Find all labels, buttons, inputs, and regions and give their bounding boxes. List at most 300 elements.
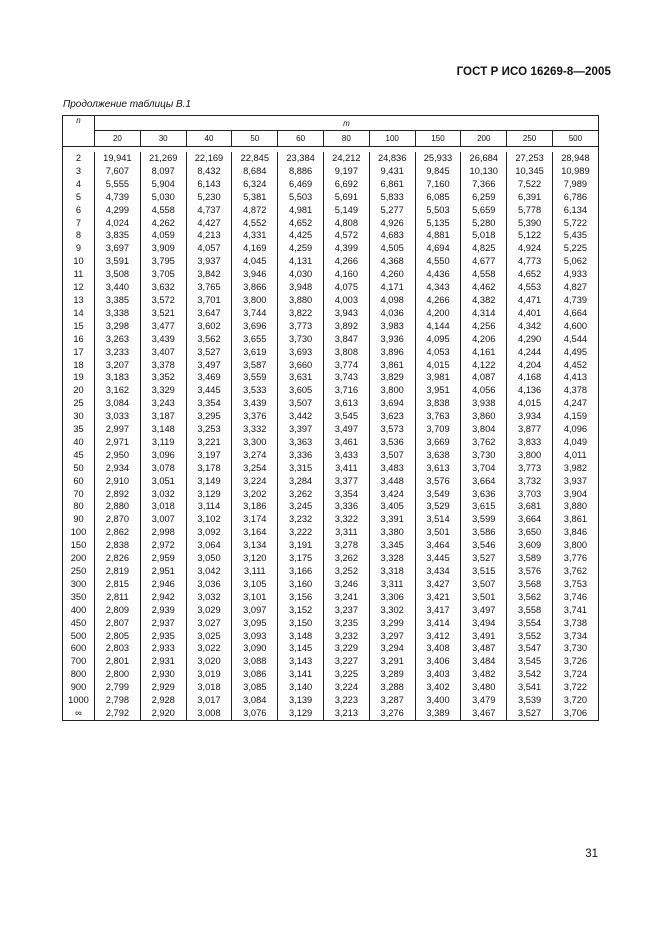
table-cell: 3,479 <box>461 694 507 707</box>
table-cell: 3,298 <box>95 320 141 333</box>
table-cell: 3,322 <box>323 513 369 526</box>
table-cell: 3,143 <box>278 655 324 668</box>
table-cell: 3,377 <box>323 475 369 488</box>
table-cell: 3,414 <box>415 617 461 630</box>
table-cell: 3,174 <box>232 513 278 526</box>
table-cell: 2,928 <box>140 694 186 707</box>
table-cell: 3,119 <box>140 436 186 449</box>
table-cell: 4,095 <box>415 333 461 346</box>
table-cell: 3,300 <box>232 436 278 449</box>
table-cell: 3,027 <box>186 617 232 630</box>
table-cell: 3,697 <box>95 242 141 255</box>
table-cell: 3,545 <box>323 410 369 423</box>
table-cell: 3,354 <box>323 488 369 501</box>
table-cell: 3,647 <box>186 307 232 320</box>
table-cell: 4,098 <box>369 294 415 307</box>
table-cell: 6,692 <box>323 178 369 191</box>
table-cell: 3,093 <box>232 630 278 643</box>
table-cell: 3,018 <box>186 681 232 694</box>
table-cell: 3,909 <box>140 242 186 255</box>
table-cell: 7,160 <box>415 178 461 191</box>
table-cell: 3,391 <box>369 513 415 526</box>
table-cell: 24,212 <box>323 152 369 165</box>
row-n-value: 17 <box>63 346 95 359</box>
row-n-value: 9 <box>63 242 95 255</box>
m-column-header: 30 <box>140 131 186 147</box>
table-cell: 3,833 <box>507 436 553 449</box>
table-cell: 3,722 <box>552 681 598 694</box>
table-cell: 3,605 <box>278 384 324 397</box>
table-cell: 4,495 <box>552 346 598 359</box>
table-cell: 3,090 <box>232 642 278 655</box>
table-cell: 3,020 <box>186 655 232 668</box>
table-cell: 5,277 <box>369 204 415 217</box>
table-cell: 3,299 <box>369 617 415 630</box>
m-column-header: 20 <box>95 131 141 147</box>
table-cell: 3,576 <box>415 475 461 488</box>
table-cell: 3,036 <box>186 578 232 591</box>
table-cell: 3,150 <box>278 617 324 630</box>
table-cell: 3,183 <box>95 371 141 384</box>
table-cell: 3,773 <box>278 320 324 333</box>
table-cell: 3,983 <box>369 320 415 333</box>
table-cell: 3,129 <box>186 488 232 501</box>
table-cell: 4,266 <box>415 294 461 307</box>
table-cell: 4,436 <box>415 268 461 281</box>
table-cell: 3,380 <box>369 526 415 539</box>
table-cell: 3,262 <box>278 488 324 501</box>
table-cell: 3,408 <box>415 642 461 655</box>
table-cell: 3,681 <box>507 500 553 513</box>
table-cell: 3,222 <box>278 526 324 539</box>
table-cell: 4,059 <box>140 229 186 242</box>
table-cell: 3,507 <box>461 578 507 591</box>
table-cell: 5,225 <box>552 242 598 255</box>
table-cell: 3,252 <box>323 565 369 578</box>
table-cell: 3,842 <box>186 268 232 281</box>
table-cell: 3,762 <box>552 565 598 578</box>
table-cell: 3,623 <box>369 410 415 423</box>
table-cell: 3,542 <box>507 668 553 681</box>
table-cell: 3,650 <box>507 526 553 539</box>
m-column-header: 40 <box>186 131 232 147</box>
table-cell: 3,160 <box>278 578 324 591</box>
table-cell: 5,435 <box>552 229 598 242</box>
table-cell: 4,036 <box>369 307 415 320</box>
table-cell: 2,997 <box>95 423 141 436</box>
table-cell: 3,278 <box>323 539 369 552</box>
table-cell: 6,861 <box>369 178 415 191</box>
table-cell: 3,558 <box>507 604 553 617</box>
table-cell: 3,527 <box>461 552 507 565</box>
table-cell: 3,861 <box>552 513 598 526</box>
table-cell: 6,143 <box>186 178 232 191</box>
table-row <box>63 630 599 643</box>
m-values-header-row <box>63 131 599 147</box>
table-cell: 2,870 <box>95 513 141 526</box>
table-cell: 2,935 <box>140 630 186 643</box>
table-row <box>63 565 599 578</box>
table-cell: 3,232 <box>278 513 324 526</box>
table-cell: 3,114 <box>186 500 232 513</box>
table-cell: 3,946 <box>232 268 278 281</box>
row-n-value: 150 <box>63 539 95 552</box>
table-cell: 3,017 <box>186 694 232 707</box>
table-cell: 4,045 <box>232 255 278 268</box>
table-cell: 3,705 <box>140 268 186 281</box>
table-cell: 23,384 <box>278 152 324 165</box>
table-cell: 3,033 <box>95 410 141 423</box>
table-cell: 3,246 <box>323 578 369 591</box>
table-cell: 4,266 <box>323 255 369 268</box>
table-cell: 2,815 <box>95 578 141 591</box>
table-cell: 3,376 <box>232 410 278 423</box>
table-cell: 3,284 <box>278 475 324 488</box>
table-cell: 3,709 <box>415 423 461 436</box>
table-cell: 3,032 <box>186 591 232 604</box>
table-cell: 3,861 <box>369 359 415 372</box>
table-cell: 24,836 <box>369 152 415 165</box>
table-cell: 4,827 <box>552 281 598 294</box>
row-n-value: 3 <box>63 165 95 178</box>
n-column-header: n <box>63 116 95 147</box>
table-cell: 3,336 <box>278 449 324 462</box>
table-row <box>63 152 599 165</box>
table-cell: 4,260 <box>369 268 415 281</box>
row-n-value: 300 <box>63 578 95 591</box>
table-cell: 27,253 <box>507 152 553 165</box>
table-cell: 2,801 <box>95 655 141 668</box>
row-n-value: 6 <box>63 204 95 217</box>
table-cell: 3,477 <box>140 320 186 333</box>
table-cell: 3,774 <box>323 359 369 372</box>
table-row <box>63 604 599 617</box>
table-cell: 4,471 <box>507 294 553 307</box>
table-cell: 3,716 <box>323 384 369 397</box>
table-cell: 3,773 <box>507 462 553 475</box>
table-cell: 4,213 <box>186 229 232 242</box>
row-n-value: 11 <box>63 268 95 281</box>
table-cell: 5,018 <box>461 229 507 242</box>
table-cell: 3,417 <box>415 604 461 617</box>
table-cell: 3,487 <box>461 642 507 655</box>
table-cell: 3,497 <box>186 359 232 372</box>
table-cell: 2,942 <box>140 591 186 604</box>
table-cell: 4,169 <box>232 242 278 255</box>
table-row <box>63 668 599 681</box>
table-cell: 4,739 <box>552 294 598 307</box>
table-cell: 2,826 <box>95 552 141 565</box>
table-cell: 5,230 <box>186 191 232 204</box>
table-cell: 4,096 <box>552 423 598 436</box>
m-column-header: 60 <box>278 131 324 147</box>
table-cell: 3,586 <box>461 526 507 539</box>
table-cell: 5,555 <box>95 178 141 191</box>
table-cell: 3,221 <box>186 436 232 449</box>
table-row <box>63 552 599 565</box>
table-cell: 3,197 <box>186 449 232 462</box>
table-cell: 3,576 <box>507 565 553 578</box>
table-cell: 2,892 <box>95 488 141 501</box>
table-row <box>63 268 599 281</box>
table-cell: 5,030 <box>140 191 186 204</box>
table-cell: 3,795 <box>140 255 186 268</box>
table-cell: 3,129 <box>278 707 324 720</box>
row-n-value: 200 <box>63 552 95 565</box>
table-cell: 3,097 <box>232 604 278 617</box>
table-cell: 3,186 <box>232 500 278 513</box>
table-cell: 4,314 <box>461 307 507 320</box>
table-cell: 3,101 <box>232 591 278 604</box>
table-cell: 3,554 <box>507 617 553 630</box>
table-cell: 3,541 <box>507 681 553 694</box>
table-cell: 3,102 <box>186 513 232 526</box>
table-cell: 5,062 <box>552 255 598 268</box>
table-cell: 3,352 <box>140 371 186 384</box>
table-cell: 3,178 <box>186 462 232 475</box>
table-cell: 5,381 <box>232 191 278 204</box>
table-cell: 4,600 <box>552 320 598 333</box>
table-cell: 25,933 <box>415 152 461 165</box>
table-cell: 26,684 <box>461 152 507 165</box>
table-cell: 8,432 <box>186 165 232 178</box>
table-cell: 3,241 <box>323 591 369 604</box>
table-cell: 3,076 <box>232 707 278 720</box>
table-cell: 3,232 <box>323 630 369 643</box>
m-column-group-header: m <box>95 116 599 131</box>
m-column-header: 250 <box>507 131 553 147</box>
table-cell: 3,549 <box>415 488 461 501</box>
table-cell: 3,494 <box>461 617 507 630</box>
table-cell: 4,247 <box>552 397 598 410</box>
table-cell: 3,467 <box>461 707 507 720</box>
table-cell: 7,522 <box>507 178 553 191</box>
table-cell: 3,800 <box>507 449 553 462</box>
table-cell: 3,156 <box>278 591 324 604</box>
table-cell: 3,019 <box>186 668 232 681</box>
table-row <box>63 384 599 397</box>
row-n-value: 45 <box>63 449 95 462</box>
table-cell: 3,152 <box>278 604 324 617</box>
table-cell: 5,122 <box>507 229 553 242</box>
table-cell: 3,224 <box>323 681 369 694</box>
table-cell: 2,929 <box>140 681 186 694</box>
table-cell: 3,440 <box>95 281 141 294</box>
table-cell: 3,295 <box>186 410 232 423</box>
table-cell: 3,007 <box>140 513 186 526</box>
table-cell: 4,677 <box>461 255 507 268</box>
table-cell: 3,227 <box>323 655 369 668</box>
row-n-value: 250 <box>63 565 95 578</box>
table-cell: 3,546 <box>461 539 507 552</box>
table-cell: 3,706 <box>552 707 598 720</box>
table-cell: 4,171 <box>369 281 415 294</box>
table-cell: 3,029 <box>186 604 232 617</box>
table-cell: 3,433 <box>323 449 369 462</box>
table-cell: 7,989 <box>552 178 598 191</box>
row-n-value: 15 <box>63 320 95 333</box>
table-cell: 3,669 <box>415 436 461 449</box>
table-cell: 3,981 <box>415 371 461 384</box>
table-cell: 2,800 <box>95 668 141 681</box>
row-n-value: 600 <box>63 642 95 655</box>
table-cell: 3,105 <box>232 578 278 591</box>
page-number: 31 <box>585 848 598 860</box>
table-cell: 4,075 <box>323 281 369 294</box>
table-cell: 3,439 <box>232 397 278 410</box>
table-cell: 3,008 <box>186 707 232 720</box>
table-cell: 3,245 <box>278 500 324 513</box>
table-cell: 3,664 <box>507 513 553 526</box>
table-row <box>63 539 599 552</box>
table-cell: 6,259 <box>461 191 507 204</box>
row-n-value: 4 <box>63 178 95 191</box>
table-cell: 2,798 <box>95 694 141 707</box>
table-cell: 3,934 <box>507 410 553 423</box>
table-cell: 3,507 <box>278 397 324 410</box>
table-row <box>63 191 599 204</box>
table-cell: 3,631 <box>278 371 324 384</box>
table-cell: 5,833 <box>369 191 415 204</box>
table-cell: 3,306 <box>369 591 415 604</box>
table-row <box>63 488 599 501</box>
table-cell: 10,130 <box>461 165 507 178</box>
table-cell: 4,401 <box>507 307 553 320</box>
table-row <box>63 642 599 655</box>
table-cell: 9,845 <box>415 165 461 178</box>
table-cell: 3,800 <box>552 539 598 552</box>
row-n-value: 18 <box>63 359 95 372</box>
table-cell: 3,311 <box>369 578 415 591</box>
table-cell: 4,144 <box>415 320 461 333</box>
table-cell: 3,734 <box>552 630 598 643</box>
table-cell: 4,924 <box>507 242 553 255</box>
table-cell: 3,332 <box>232 423 278 436</box>
table-cell: 3,694 <box>369 397 415 410</box>
table-cell: 5,503 <box>278 191 324 204</box>
table-cell: 4,652 <box>278 217 324 230</box>
table-cell: 2,910 <box>95 475 141 488</box>
table-cell: 3,042 <box>186 565 232 578</box>
table-row <box>63 462 599 475</box>
table-cell: 4,024 <box>95 217 141 230</box>
table-cell: 3,397 <box>278 423 324 436</box>
table-cell: 3,847 <box>323 333 369 346</box>
table-cell: 3,880 <box>552 500 598 513</box>
table-cell: 3,860 <box>461 410 507 423</box>
table-cell: 3,776 <box>552 552 598 565</box>
table-cell: 4,122 <box>461 359 507 372</box>
table-cell: 3,948 <box>278 281 324 294</box>
table-cell: 3,480 <box>461 681 507 694</box>
table-cell: 3,880 <box>278 294 324 307</box>
table-cell: 4,015 <box>507 397 553 410</box>
table-cell: 5,280 <box>461 217 507 230</box>
table-cell: 4,558 <box>461 268 507 281</box>
table-cell: 3,491 <box>461 630 507 643</box>
row-n-value: 500 <box>63 630 95 643</box>
table-cell: 3,636 <box>461 488 507 501</box>
table-cell: 3,328 <box>369 552 415 565</box>
table-row <box>63 436 599 449</box>
table-cell: 3,363 <box>278 436 324 449</box>
table-cell: 4,262 <box>140 217 186 230</box>
table-cell: 3,638 <box>415 449 461 462</box>
table-cell: 4,382 <box>461 294 507 307</box>
table-cell: 3,389 <box>415 707 461 720</box>
table-cell: 6,134 <box>552 204 598 217</box>
table-cell: 4,057 <box>186 242 232 255</box>
table-cell: 3,800 <box>232 294 278 307</box>
table-cell: 3,507 <box>369 449 415 462</box>
table-cell: 3,951 <box>415 384 461 397</box>
table-cell: 2,819 <box>95 565 141 578</box>
table-cell: 3,829 <box>369 371 415 384</box>
table-cell: 3,141 <box>278 668 324 681</box>
table-cell: 4,694 <box>415 242 461 255</box>
table-cell: 3,213 <box>323 707 369 720</box>
table-cell: 3,233 <box>95 346 141 359</box>
row-n-value: 450 <box>63 617 95 630</box>
row-n-value: 12 <box>63 281 95 294</box>
table-cell: 6,786 <box>552 191 598 204</box>
table-cell: 3,664 <box>461 475 507 488</box>
table-cell: 2,920 <box>140 707 186 720</box>
table-cell: 3,338 <box>95 307 141 320</box>
row-n-value: 1000 <box>63 694 95 707</box>
table-cell: 3,730 <box>461 449 507 462</box>
table-cell: 3,464 <box>415 539 461 552</box>
table-cell: 4,773 <box>507 255 553 268</box>
table-row <box>63 255 599 268</box>
table-cell: 3,896 <box>369 346 415 359</box>
table-cell: 3,164 <box>232 526 278 539</box>
table-cell: 3,609 <box>507 539 553 552</box>
table-cell: 3,096 <box>140 449 186 462</box>
table-cell: 3,800 <box>369 384 415 397</box>
table-cell: 4,003 <box>323 294 369 307</box>
table-cell: 8,684 <box>232 165 278 178</box>
table-cell: 3,407 <box>140 346 186 359</box>
table-cell: 3,050 <box>186 552 232 565</box>
table-cell: 4,290 <box>507 333 553 346</box>
table-cell: 3,223 <box>323 694 369 707</box>
table-cell: 6,469 <box>278 178 324 191</box>
table-cell: 3,406 <box>415 655 461 668</box>
table-cell: 2,931 <box>140 655 186 668</box>
table-cell: 7,366 <box>461 178 507 191</box>
table-cell: 3,599 <box>461 513 507 526</box>
table-cell: 4,872 <box>232 204 278 217</box>
table-cell: 3,501 <box>415 526 461 539</box>
table-cell: 3,022 <box>186 642 232 655</box>
table-cell: 2,939 <box>140 604 186 617</box>
row-n-value: 8 <box>63 229 95 242</box>
table-cell: 3,545 <box>507 655 553 668</box>
table-cell: 4,368 <box>369 255 415 268</box>
table-cell: 3,064 <box>186 539 232 552</box>
table-cell: 3,302 <box>369 604 415 617</box>
table-cell: 3,547 <box>507 642 553 655</box>
table-cell: 5,135 <box>415 217 461 230</box>
table-cell: 3,224 <box>232 475 278 488</box>
table-cell: 3,345 <box>369 539 415 552</box>
table-cell: 3,808 <box>323 346 369 359</box>
table-cell: 4,664 <box>552 307 598 320</box>
table-cell: 3,508 <box>95 268 141 281</box>
table-row <box>63 655 599 668</box>
table-cell: 2,930 <box>140 668 186 681</box>
